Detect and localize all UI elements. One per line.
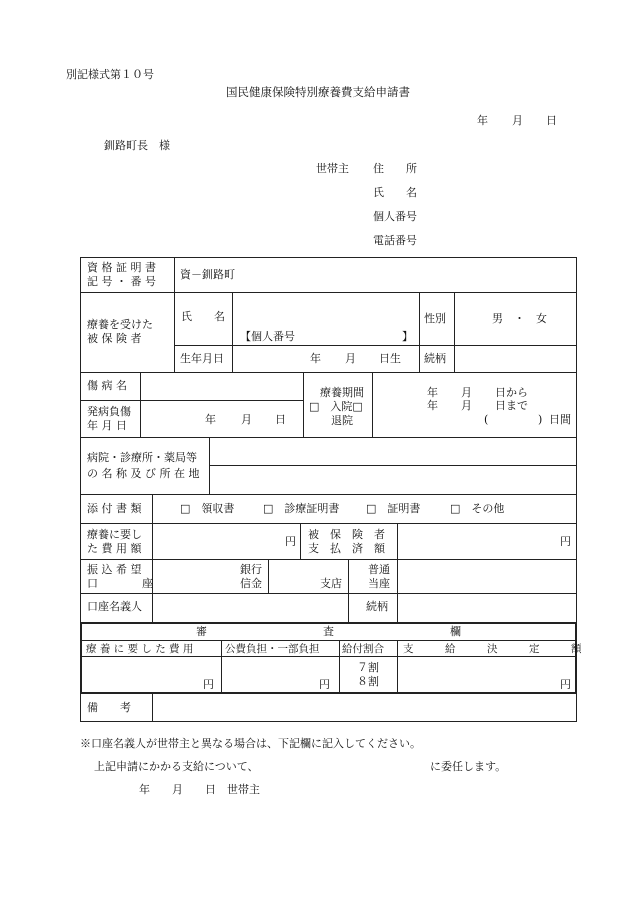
onset-month: 月	[241, 413, 252, 426]
ratio-70: ７割	[357, 661, 379, 674]
gender-value: 男 ・ 女	[492, 312, 547, 325]
attach-label: 添 付 書 類	[87, 502, 142, 515]
col-line	[339, 640, 340, 694]
row-line	[80, 437, 577, 438]
patient-mynumber-label: 【個人番号	[240, 330, 295, 343]
cost-yen: 円	[285, 535, 296, 548]
review-col-decision: 支 給 決 定 額	[403, 643, 582, 655]
review-col-public: 公費負担・一部負担	[225, 643, 320, 655]
sign-line: 年 月 日 世帯主	[139, 783, 260, 796]
patient-name-label: 氏 名	[181, 310, 225, 323]
col-line	[152, 523, 153, 559]
col-line	[397, 593, 398, 622]
date-year: 年	[477, 114, 488, 127]
col-line	[348, 559, 349, 593]
patient-mynumber-close: 】	[402, 330, 413, 343]
review-col-cost: 療 養 に 要 し た 費 用	[86, 643, 194, 655]
to-month: 月	[461, 399, 472, 412]
inpatient-checkbox[interactable]: □ 入院□	[309, 400, 363, 413]
col-line	[268, 559, 269, 593]
bank-label: 銀行	[240, 563, 262, 576]
to-suffix: 日まで	[495, 399, 528, 412]
col-line	[140, 372, 141, 400]
row-line	[80, 559, 577, 560]
relation-label: 続柄	[424, 352, 446, 365]
account-type-current: 当座	[368, 577, 390, 590]
delegation-prefix: 上記申請にかかる支給について、	[94, 760, 259, 773]
holder-relation-label: 続柄	[366, 600, 388, 613]
onset-year: 年	[205, 413, 216, 426]
from-suffix: 日から	[495, 386, 528, 399]
col-line	[152, 494, 153, 523]
col-line	[303, 372, 304, 437]
transfer-label-1: 振 込 希 望	[87, 563, 142, 576]
applicant-mynumber-label: 個人番号	[373, 210, 417, 223]
paid-yen: 円	[560, 535, 571, 548]
col-line	[174, 292, 175, 372]
cost-label-2: た 費 用 額	[87, 542, 142, 555]
row-line	[80, 372, 577, 373]
shinkin-label: 信金	[240, 577, 262, 590]
period-label: 療養期間	[320, 386, 364, 399]
patient-label-1: 療養を受けた	[87, 318, 153, 331]
row-line	[80, 292, 577, 293]
onset-day: 日	[275, 413, 286, 426]
to-year: 年	[427, 399, 438, 412]
address-label: 住 所	[373, 162, 417, 175]
cert-label-1: 資 格 証 明 書	[87, 261, 156, 274]
transfer-label-2: 口 座	[87, 577, 153, 590]
paid-label-2: 支 払 済 額	[308, 542, 385, 555]
from-year: 年	[427, 386, 438, 399]
attach-cert-checkbox[interactable]: □ 証明書	[366, 502, 421, 515]
cert-label-2: 記 号 ・ 番 号	[87, 275, 156, 288]
row-line	[80, 593, 577, 594]
col-line	[209, 437, 210, 494]
head-of-household-label: 世帯主	[316, 162, 349, 175]
col-line	[232, 292, 233, 372]
gender-label: 性別	[424, 312, 446, 325]
col-line	[152, 593, 153, 622]
footer-note: ※口座名義人が世帯主と異なる場合は、下記欄に記入してください。	[80, 737, 421, 750]
disease-label: 傷 病 名	[87, 379, 127, 392]
applicant-phone-label: 電話番号	[373, 234, 417, 247]
review-header-3: 欄	[450, 625, 461, 638]
col-line	[397, 523, 398, 559]
onset-label-1: 発病負傷	[87, 405, 131, 418]
col-line	[152, 694, 153, 722]
row-line	[80, 656, 577, 657]
review-decision-yen: 円	[560, 678, 571, 691]
birth-label: 生年月日	[180, 352, 224, 365]
row-line	[80, 400, 303, 401]
date-month: 月	[512, 114, 523, 127]
row-line	[80, 494, 577, 495]
holder-label: 口座名義人	[87, 600, 142, 613]
birth-day: 日生	[379, 352, 401, 365]
col-line	[174, 257, 175, 292]
review-cost-yen: 円	[203, 678, 214, 691]
col-line	[397, 559, 398, 593]
col-line	[221, 640, 222, 694]
row-line	[174, 345, 577, 346]
birth-year: 年	[310, 352, 321, 365]
days-suffix: 日間	[549, 413, 571, 426]
addressee: 釧路町長 様	[104, 139, 170, 152]
col-line	[397, 640, 398, 694]
hospital-label-2: の 名 称 及 び 所 在 地	[87, 467, 200, 480]
row-line	[80, 523, 577, 524]
col-line	[300, 523, 301, 559]
attach-medical-cert-checkbox[interactable]: □ 診療証明書	[263, 502, 340, 515]
form-number: 別記様式第１０号	[66, 68, 154, 81]
from-month: 月	[461, 386, 472, 399]
row-line	[209, 465, 577, 466]
attach-receipt-checkbox[interactable]: □ 領収書	[180, 502, 235, 515]
col-line	[348, 593, 349, 622]
col-line	[419, 292, 420, 372]
row-line	[80, 640, 577, 641]
date-day: 日	[546, 114, 557, 127]
applicant-name-label: 氏 名	[373, 186, 417, 199]
ratio-80: ８割	[357, 675, 379, 688]
account-type-ordinary: 普通	[368, 563, 390, 576]
attach-other-checkbox[interactable]: □ その他	[450, 502, 505, 515]
paid-label-1: 被 保 険 者	[308, 528, 385, 541]
remarks-label: 備 考	[87, 701, 131, 714]
hospital-label-1: 病院・診療所・薬局等	[87, 451, 197, 464]
onset-label-2: 年 月 日	[87, 419, 127, 432]
col-line	[140, 400, 141, 437]
review-public-yen: 円	[319, 678, 330, 691]
form-title: 国民健康保険特別療養費支給申請書	[226, 85, 410, 99]
delegation-suffix: に委任します。	[430, 760, 507, 773]
patient-label-2: 被 保 険 者	[87, 332, 142, 345]
days-close: )	[538, 413, 543, 426]
discharge-label: 退院	[331, 414, 353, 427]
col-line	[454, 292, 455, 372]
birth-month: 月	[345, 352, 356, 365]
review-header-2: 査	[323, 625, 334, 638]
cert-value: 資－釧路町	[180, 268, 235, 281]
review-col-ratio: 給付割合	[342, 643, 384, 655]
days-open: (	[484, 413, 489, 426]
cost-label-1: 療養に要し	[87, 528, 142, 541]
col-line	[372, 372, 373, 437]
branch-label: 支店	[320, 577, 342, 590]
review-header-1: 審	[196, 625, 207, 638]
